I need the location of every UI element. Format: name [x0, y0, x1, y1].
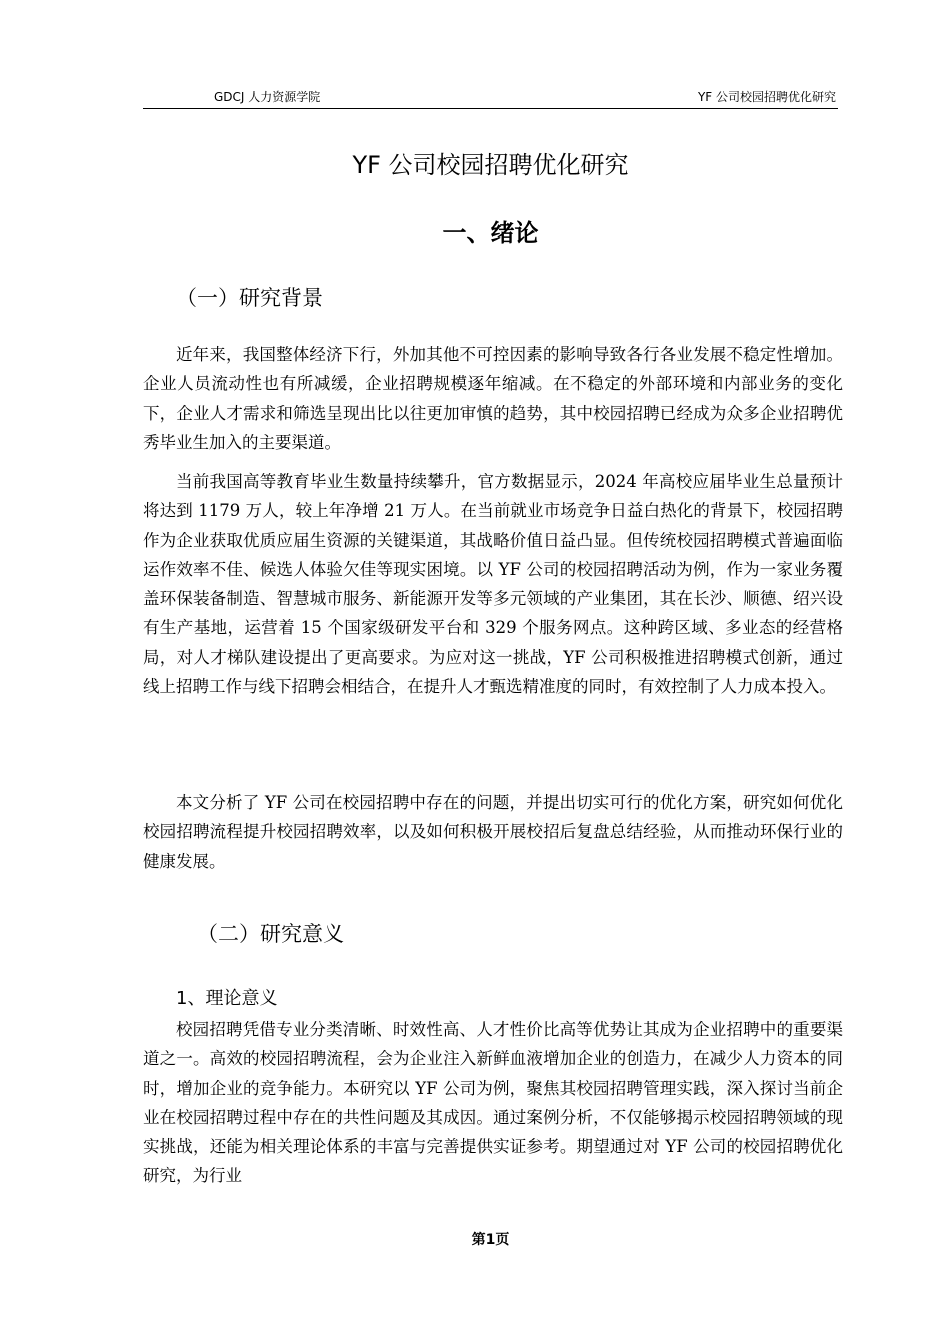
section-heading-significance: （二）研究意义: [197, 922, 344, 946]
subsection-heading-theory: 1、理论意义: [176, 988, 278, 1009]
paragraph: 近年来，我国整体经济下行，外加其他不可控因素的影响导致各行各业发展不稳定性增加。企业人员流动性也有所减缓，企业招聘规模逐年缩减。在不稳定的外部环境和内部业务的变化下，企业人才需求和筛选呈现出比以往更加审慎的趋势，其中校园招聘已经成为众多企业招聘优秀毕业生加入的主要渠道。: [143, 345, 843, 452]
paragraph: 本文分析了 YF 公司在校园招聘中存在的问题，并提出切实可行的优化方案，研究如何优化校园招聘流程提升校园招聘效率，以及如何积极开展校招后复盘总结经验，从而推动环保行业的健康发展。: [143, 793, 843, 871]
section-heading-background: （一）研究背景: [176, 286, 323, 310]
paragraph: 当前我国高等教育毕业生数量持续攀升，官方数据显示，2024 年高校应届毕业生总量预计将达到 1179 万人，较上年净增 21 万人。在当前就业市场竞争日益白热化的背景下，校园招聘作为企业获取优质应届生资源的关键渠道，其战略价值日益凸显。但传统校园招聘模式普遍面临运作效率不佳、候选人体验欠佳等现实困境。以 YF 公司的校园招聘活动为例，作为一家业务覆盖环保装备制造、智慧城市服务、新能源开发等多元领域的产业集团，其在长沙、顺德、绍兴设有生产基地，运营着 15 个国家级研发平台和 329 个服务网点。这种跨区域、多业态的经营格局，对人才梯队建设提出了更高要求。为应对这一挑战，YF 公司积极推进招聘模式创新，通过线上招聘工作与线下招聘会相结合，在提升人才甄选精准度的同时，有效控制了人力成本投入。: [143, 472, 843, 697]
document-title: YF 公司校园招聘优化研究: [352, 151, 629, 179]
header-institution: GDCJ 人力资源学院: [214, 90, 321, 104]
page-header: [143, 86, 838, 109]
header-running-title: YF 公司校园招聘优化研究: [697, 90, 836, 104]
page-number: 第1页: [471, 1232, 510, 1248]
chapter-heading: 一、绪论: [442, 219, 539, 247]
paragraph: 校园招聘凭借专业分类清晰、时效性高、人才性价比高等优势让其成为企业招聘中的重要渠道之一。高效的校园招聘流程，会为企业注入新鲜血液增加企业的创造力，在减少人力资本的同时，增加企业的竞争能力。本研究以 YF 公司为例，聚焦其校园招聘管理实践，深入探讨当前企业在校园招聘过程中存在的共性问题及其成因。通过案例分析，不仅能够揭示校园招聘领域的现实挑战，还能为相关理论体系的丰富与完善提供实证参考。期望通过对 YF 公司的校园招聘优化研究，为行业: [143, 1020, 843, 1186]
